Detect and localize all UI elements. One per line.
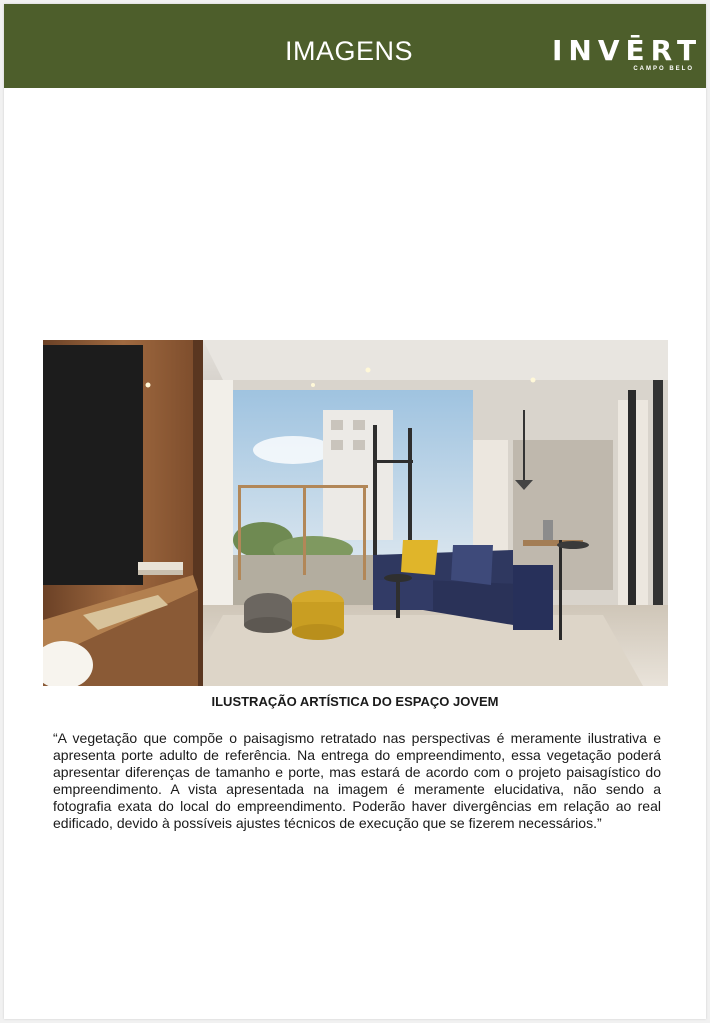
header-bar (4, 4, 706, 88)
invert-logo (552, 34, 703, 78)
logo-subtitle: CAMPO BELO (633, 66, 694, 72)
page-title: IMAGENS (284, 36, 414, 66)
document-page (4, 4, 706, 1019)
living-room-illustration (43, 340, 668, 686)
disclaimer-text: “A vegetação que compõe o paisagismo retratado nas perspectivas é meramente ilustrativa e apresenta porte adulto de referência. Na entrega do empreendimento, essa vegetação poderá apresentar diferenças de tamanho e porte, mas estará de acordo com o projeto paisagístico do empreendimento. A vista apresentada na imagem é meramente elucidativa, não sendo a fotografia exata do local do empreendimento. Poderão haver divergências em relação ao real edificado, devido à possíveis ajustes técnicos de execução que se fizerem necessários.” (53, 730, 661, 831)
logo-wordmark: INVĒRT (552, 34, 703, 67)
image-caption: ILUSTRAÇÃO ARTÍSTICA DO ESPAÇO JOVEM (211, 694, 499, 709)
